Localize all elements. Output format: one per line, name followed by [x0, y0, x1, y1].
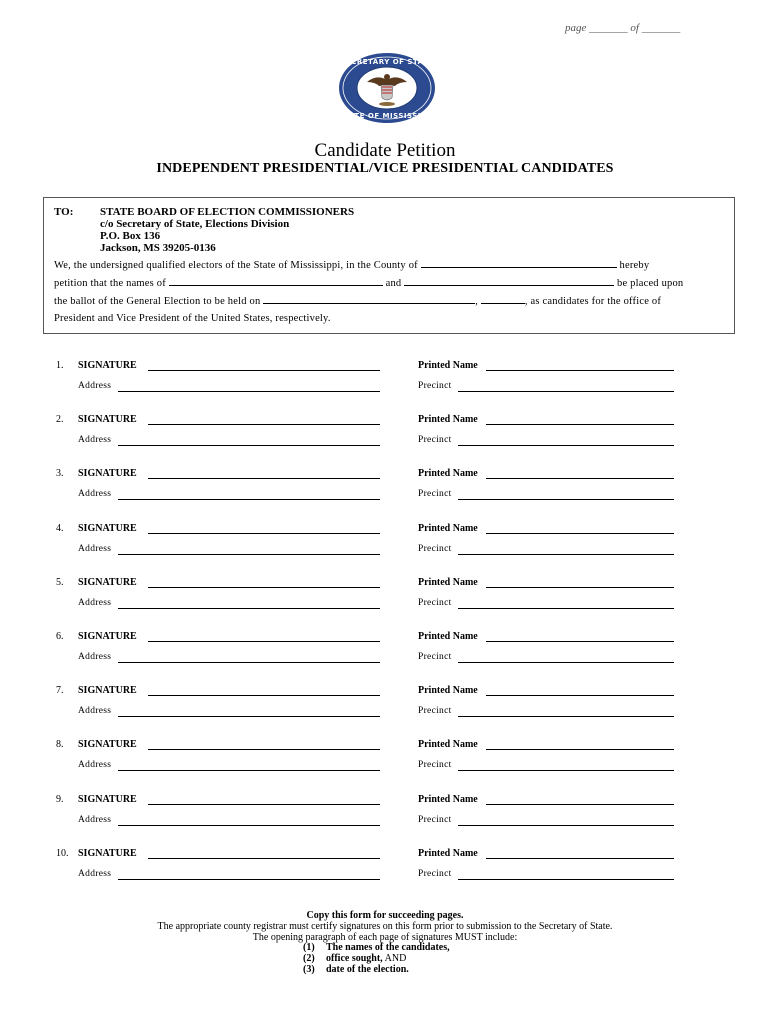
address-label: Address: [78, 435, 112, 445]
printed-name-field[interactable]: [486, 641, 674, 642]
signature-field[interactable]: [148, 478, 380, 479]
address-label: Address: [78, 544, 112, 554]
signature-field[interactable]: [148, 641, 380, 642]
signature-label: SIGNATURE: [78, 739, 137, 750]
address-line-city: Jackson, MS 39205-0136: [100, 242, 216, 254]
address-field[interactable]: [118, 391, 380, 392]
required-item: [303, 964, 450, 975]
election-date-blank[interactable]: [263, 295, 475, 304]
signature-label: SIGNATURE: [78, 360, 137, 371]
precinct-field[interactable]: [458, 499, 674, 500]
signature-field[interactable]: [148, 424, 380, 425]
signature-row: [0, 739, 770, 789]
printed-name-field[interactable]: [486, 478, 674, 479]
address-label: Address: [78, 381, 112, 391]
address-field[interactable]: [118, 879, 380, 880]
required-item: [303, 942, 450, 953]
signature-row: [0, 577, 770, 627]
precinct-label: Precinct: [418, 760, 452, 770]
paragraph-text: the ballot of the General Election to be held on: [54, 296, 261, 307]
precinct-label: Precinct: [418, 652, 452, 662]
precinct-label: Precinct: [418, 869, 452, 879]
precinct-field[interactable]: [458, 879, 674, 880]
svg-text:SECRETARY OF STATE: SECRETARY OF STATE: [340, 58, 434, 66]
precinct-field[interactable]: [458, 608, 674, 609]
petition-paragraph-line-3: [54, 295, 661, 307]
signature-label: SIGNATURE: [78, 794, 137, 805]
required-item: [303, 953, 450, 964]
item-number: (2): [303, 953, 315, 964]
item-suffix: AND: [382, 953, 407, 964]
address-field[interactable]: [118, 825, 380, 826]
printed-name-label: Printed Name: [418, 685, 478, 696]
precinct-field[interactable]: [458, 391, 674, 392]
printed-name-label: Printed Name: [418, 523, 478, 534]
precinct-label: Precinct: [418, 381, 452, 391]
address-field[interactable]: [118, 770, 380, 771]
signature-row: [0, 523, 770, 573]
precinct-field[interactable]: [458, 716, 674, 717]
signature-row: [0, 848, 770, 898]
row-number: 9.: [56, 794, 64, 805]
printed-name-label: Printed Name: [418, 739, 478, 750]
item-text: date of the election.: [326, 964, 409, 975]
row-number: 2.: [56, 414, 64, 425]
address-field[interactable]: [118, 716, 380, 717]
item-number: (3): [303, 964, 315, 975]
printed-name-field[interactable]: [486, 587, 674, 588]
signature-row: [0, 685, 770, 735]
precinct-label: Precinct: [418, 544, 452, 554]
row-number: 3.: [56, 468, 64, 479]
to-label: TO:: [54, 206, 74, 218]
signature-label: SIGNATURE: [78, 685, 137, 696]
row-number: 4.: [56, 523, 64, 534]
paragraph-text: and: [385, 278, 402, 289]
address-line-division: c/o Secretary of State, Elections Division: [100, 218, 290, 230]
printed-name-field[interactable]: [486, 804, 674, 805]
printed-name-field[interactable]: [486, 424, 674, 425]
precinct-field[interactable]: [458, 445, 674, 446]
printed-name-label: Printed Name: [418, 848, 478, 859]
signature-field[interactable]: [148, 695, 380, 696]
printed-name-label: Printed Name: [418, 631, 478, 642]
item-number: (1): [303, 942, 315, 953]
item-text: office sought,: [326, 953, 383, 964]
address-field[interactable]: [118, 608, 380, 609]
precinct-field[interactable]: [458, 554, 674, 555]
row-number: 8.: [56, 739, 64, 750]
printed-name-label: Printed Name: [418, 577, 478, 588]
page-title: Candidate Petition: [314, 140, 456, 161]
address-field[interactable]: [118, 445, 380, 446]
printed-name-label: Printed Name: [418, 414, 478, 425]
paragraph-text: ,: [475, 296, 479, 307]
vice-presidential-candidate-blank[interactable]: [404, 277, 614, 286]
printed-name-field[interactable]: [486, 533, 674, 534]
printed-name-field[interactable]: [486, 858, 674, 859]
signature-row: [0, 794, 770, 844]
address-label: Address: [78, 760, 112, 770]
state-seal-logo: [337, 52, 437, 124]
paragraph-text: , as candidates for the office of: [524, 296, 662, 307]
page-subtitle: INDEPENDENT PRESIDENTIAL/VICE PRESIDENTIAL CANDIDATES: [156, 161, 614, 176]
paragraph-text: be placed upon: [617, 278, 684, 289]
row-number: 1.: [56, 360, 64, 371]
petition-paragraph-line-2: [54, 277, 683, 289]
printed-name-label: Printed Name: [418, 468, 478, 479]
signature-row: [0, 360, 770, 410]
signature-field[interactable]: [148, 370, 380, 371]
signature-label: SIGNATURE: [78, 631, 137, 642]
precinct-label: Precinct: [418, 706, 452, 716]
signature-field[interactable]: [148, 804, 380, 805]
signature-field[interactable]: [148, 533, 380, 534]
address-field[interactable]: [118, 554, 380, 555]
recipient-box: [43, 197, 735, 334]
paragraph-text: hereby: [619, 260, 650, 271]
precinct-label: Precinct: [418, 815, 452, 825]
signature-row: [0, 414, 770, 464]
row-number: 5.: [56, 577, 64, 588]
signature-label: SIGNATURE: [78, 414, 137, 425]
address-label: Address: [78, 489, 112, 499]
precinct-field[interactable]: [458, 662, 674, 663]
address-field[interactable]: [118, 662, 380, 663]
signature-row: [0, 631, 770, 681]
printed-name-field[interactable]: [486, 370, 674, 371]
signature-field[interactable]: [148, 749, 380, 750]
svg-text:STATE OF MISSISSIPPI: STATE OF MISSISSIPPI: [338, 112, 436, 120]
paragraph-text: We, the undersigned qualified electors of the State of Mississippi, in the County of: [54, 260, 418, 271]
footer-notes: [0, 910, 770, 943]
address-label: Address: [78, 869, 112, 879]
paragraph-text: petition that the names of: [54, 278, 166, 289]
signature-field[interactable]: [148, 587, 380, 588]
signature-label: SIGNATURE: [78, 577, 137, 588]
county-blank[interactable]: [421, 259, 617, 268]
presidential-candidate-blank[interactable]: [169, 277, 383, 286]
petition-paragraph-line-4: President and Vice President of the United States, respectively.: [54, 313, 331, 324]
address-label: Address: [78, 815, 112, 825]
precinct-label: Precinct: [418, 598, 452, 608]
election-year-blank[interactable]: [481, 295, 525, 304]
item-text: The names of the candidates,: [326, 942, 450, 953]
signature-label: SIGNATURE: [78, 523, 137, 534]
address-label: Address: [78, 652, 112, 662]
registrar-note: The appropriate county registrar must certify signatures on this form prior to submission to the Secretary of State.: [157, 921, 613, 932]
address-label: Address: [78, 598, 112, 608]
printed-name-field[interactable]: [486, 695, 674, 696]
address-line-pobox: P.O. Box 136: [100, 230, 161, 242]
precinct-field[interactable]: [458, 825, 674, 826]
copy-note: Copy this form for succeeding pages.: [306, 910, 464, 921]
precinct-label: Precinct: [418, 489, 452, 499]
petition-paragraph-line-1: [54, 259, 649, 271]
precinct-field[interactable]: [458, 770, 674, 771]
opening-note: The opening paragraph of each page of signatures MUST include:: [252, 932, 518, 943]
signature-label: SIGNATURE: [78, 848, 137, 859]
required-items-list: [303, 942, 450, 975]
printed-name-label: Printed Name: [418, 794, 478, 805]
address-field[interactable]: [118, 499, 380, 500]
signature-row: [0, 468, 770, 518]
row-number: 7.: [56, 685, 64, 696]
precinct-label: Precinct: [418, 435, 452, 445]
address-line-board: STATE BOARD OF ELECTION COMMISSIONERS: [100, 206, 355, 218]
signature-field[interactable]: [148, 858, 380, 859]
row-number: 6.: [56, 631, 64, 642]
printed-name-field[interactable]: [486, 749, 674, 750]
printed-name-label: Printed Name: [418, 360, 478, 371]
address-label: Address: [78, 706, 112, 716]
row-number: 10.: [56, 848, 69, 859]
signature-label: SIGNATURE: [78, 468, 137, 479]
page-counter: page _______ of _______: [565, 22, 681, 34]
